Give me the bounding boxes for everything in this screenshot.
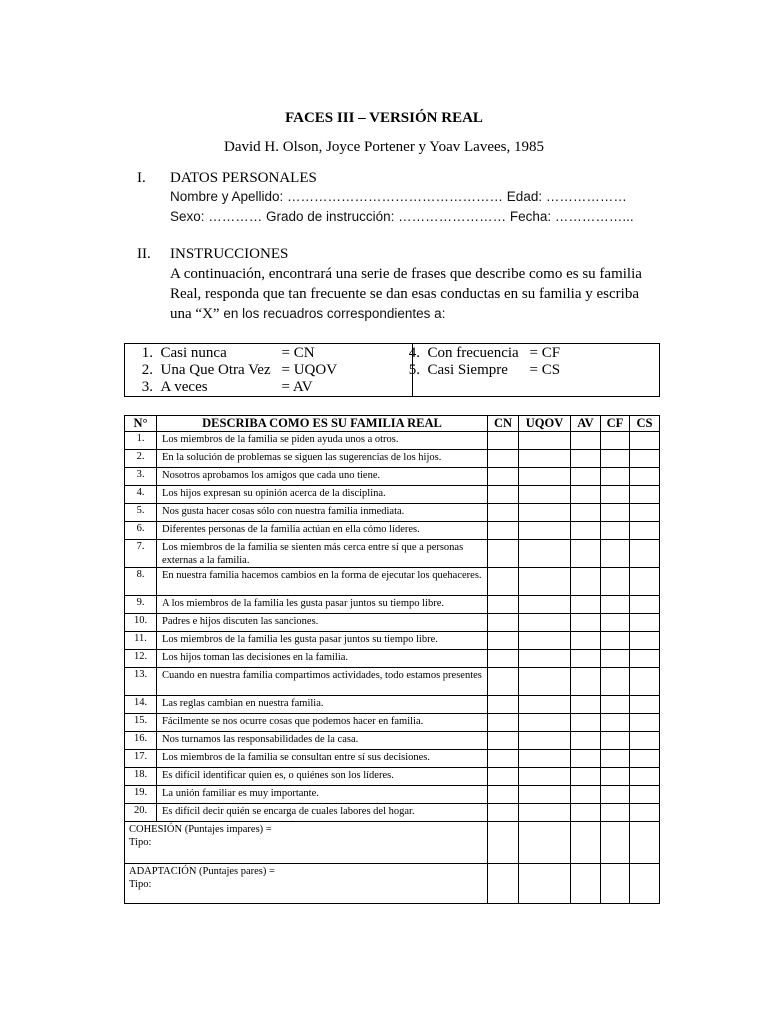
table-row [125,568,660,596]
answer-cell[interactable] [519,668,571,696]
answer-cell[interactable] [488,786,519,804]
question-text: Padres e hijos discuten las sanciones. [157,614,488,632]
question-number: 19. [125,786,157,804]
answer-cell[interactable] [571,614,601,632]
table-row [125,432,660,450]
question-text: Los miembros de la familia se sienten más cerca entre sí que a personas externas a la familia. [157,540,488,568]
answer-cell[interactable] [630,568,660,596]
adaptation-type-label: Tipo: [129,879,152,890]
summary-row-cohesion [125,822,660,864]
answer-cell[interactable] [488,750,519,768]
answer-cell[interactable] [601,432,630,450]
answer-cell[interactable] [488,822,519,864]
table-row [125,540,660,568]
answer-cell[interactable] [488,540,519,568]
answer-cell[interactable] [571,650,601,668]
table-row [125,504,660,522]
answer-cell[interactable] [630,786,660,804]
section-1-number: I. [137,170,146,186]
answer-cell[interactable] [630,450,660,468]
question-text: Los miembros de la familia se piden ayuda unos a otros. [157,432,488,450]
question-text: Fácilmente se nos ocurre cosas que podemos hacer en familia. [157,714,488,732]
answer-cell[interactable] [519,432,571,450]
answer-cell[interactable] [519,804,571,822]
answer-cell[interactable] [601,522,630,540]
question-text: Diferentes personas de la familia actúan en ella cómo líderes. [157,522,488,540]
answer-cell[interactable] [519,732,571,750]
question-number: 1. [125,432,157,450]
question-number: 4. [125,486,157,504]
document-title: FACES III – VERSIÓN REAL [285,110,483,126]
answer-cell[interactable] [571,714,601,732]
table-row [125,632,660,650]
answer-cell[interactable] [601,804,630,822]
answer-cell[interactable] [488,714,519,732]
summary-row-adaptation [125,864,660,904]
answer-cell[interactable] [488,632,519,650]
section-2-heading: INSTRUCCIONES [170,246,289,262]
question-number: 20. [125,804,157,822]
answer-cell[interactable] [630,614,660,632]
answer-cell[interactable] [601,468,630,486]
question-text: Cuando en nuestra familia compartimos actividades, todo estamos presentes [157,668,488,696]
question-text: Es difícil identificar quien es, o quiénes son los líderes. [157,768,488,786]
question-text: Nos turnamos las responsabilidades de la casa. [157,732,488,750]
question-text: Los hijos expresan su opinión acerca de la disciplina. [157,486,488,504]
instructions-line-3-serif: una “X” [170,306,220,322]
answer-cell[interactable] [630,696,660,714]
answer-cell[interactable] [519,786,571,804]
personal-data-sex-line: Sexo: ………… Grado de instrucción: …………………… Fecha: ……………... [170,209,634,224]
answer-cell[interactable] [630,732,660,750]
answer-cell[interactable] [571,768,601,786]
answer-cell[interactable] [601,786,630,804]
question-number: 11. [125,632,157,650]
answer-cell[interactable] [630,504,660,522]
answer-cell[interactable] [601,614,630,632]
answer-cell[interactable] [601,540,630,568]
table-row [125,522,660,540]
answer-cell[interactable] [519,714,571,732]
answer-cell[interactable] [630,522,660,540]
answer-cell[interactable] [519,750,571,768]
instructions-line-1: A continuación, encontrará una serie de frases que describe como es su familia [170,266,642,282]
question-text: Es difícil decir quién se encarga de cuales labores del hogar. [157,804,488,822]
answer-cell[interactable] [630,822,660,864]
adaptation-cell [125,864,488,904]
answer-cell[interactable] [571,540,601,568]
answer-cell[interactable] [601,768,630,786]
answer-cell[interactable] [519,822,571,864]
table-row [125,650,660,668]
answer-cell[interactable] [630,864,660,904]
response-scale-legend [124,343,660,397]
answer-cell[interactable] [488,732,519,750]
table-row [125,768,660,786]
header-cf: CF [601,416,630,432]
table-header-row [125,416,660,432]
answer-cell[interactable] [488,486,519,504]
question-text: En nuestra familia hacemos cambios en la forma de ejecutar los quehaceres. [157,568,488,596]
answer-cell[interactable] [571,504,601,522]
answer-cell[interactable] [488,614,519,632]
table-row [125,786,660,804]
question-text: Las reglas cambian en nuestra familia. [157,696,488,714]
answer-cell[interactable] [601,596,630,614]
answer-cell[interactable] [601,486,630,504]
answer-cell[interactable] [601,696,630,714]
answer-cell[interactable] [488,468,519,486]
answer-cell[interactable] [519,596,571,614]
answer-cell[interactable] [488,804,519,822]
table-row [125,468,660,486]
instructions-line-2: Real, responda que tan frecuente se dan esas conductas en su familia y escriba [170,286,639,302]
answer-cell[interactable] [488,864,519,904]
answer-cell[interactable] [571,732,601,750]
answer-cell[interactable] [601,450,630,468]
table-row [125,486,660,504]
answer-cell[interactable] [488,768,519,786]
table-row [125,614,660,632]
question-text: Los miembros de la familia les gusta pasar juntos su tiempo libre. [157,632,488,650]
answer-cell[interactable] [519,486,571,504]
cohesion-cell [125,822,488,864]
question-number: 7. [125,540,157,568]
answer-cell[interactable] [571,568,601,596]
answer-cell[interactable] [571,522,601,540]
question-text: Nosotros aprobamos los amigos que cada uno tiene. [157,468,488,486]
section-2-number: II. [137,246,151,262]
table-row [125,804,660,822]
question-number: 9. [125,596,157,614]
document-authors: David H. Olson, Joyce Portener y Yoav Lavees, 1985 [224,139,544,155]
answer-cell[interactable] [571,632,601,650]
answer-cell[interactable] [519,568,571,596]
answer-cell[interactable] [601,714,630,732]
answer-cell[interactable] [571,696,601,714]
answer-cell[interactable] [488,522,519,540]
header-av: AV [571,416,601,432]
question-number: 14. [125,696,157,714]
table-row [125,732,660,750]
table-row [125,696,660,714]
question-number: 10. [125,614,157,632]
answer-cell[interactable] [601,650,630,668]
answer-cell[interactable] [519,768,571,786]
answer-cell[interactable] [488,596,519,614]
question-number: 5. [125,504,157,522]
answer-cell[interactable] [488,568,519,596]
scale-item-uqov: 2. Una Que Otra Vez = UQOV [141,362,338,378]
answer-cell[interactable] [571,750,601,768]
answer-cell[interactable] [630,768,660,786]
scale-item-cn: 1. Casi nunca = CN [141,345,315,361]
question-text: Los miembros de la familia se consultan entre sí sus decisiones. [157,750,488,768]
questionnaire-table [124,415,660,904]
answer-cell[interactable] [630,668,660,696]
answer-cell[interactable] [630,714,660,732]
answer-cell[interactable] [630,432,660,450]
answer-cell[interactable] [488,696,519,714]
answer-cell[interactable] [571,450,601,468]
answer-cell[interactable] [630,650,660,668]
answer-cell[interactable] [519,504,571,522]
answer-cell[interactable] [630,632,660,650]
question-number: 18. [125,768,157,786]
table-row [125,668,660,696]
answer-cell[interactable] [601,668,630,696]
personal-data-name-line: Nombre y Apellido: ………………………………………… Edad: ……………… [170,189,627,204]
answer-cell[interactable] [630,596,660,614]
answer-cell[interactable] [571,468,601,486]
instructions-line-3-sans: en los recuadros correspondientes a: [219,306,446,321]
answer-cell[interactable] [488,668,519,696]
cohesion-label: COHESIÓN (Puntajes impares) = [129,824,272,835]
question-number: 12. [125,650,157,668]
scale-item-cs: 5. Casi Siempre = CS [408,362,561,378]
answer-cell[interactable] [601,732,630,750]
instructions-line-3 [170,305,445,323]
answer-cell[interactable] [519,614,571,632]
answer-cell[interactable] [601,568,630,596]
header-description: DESCRIBA COMO ES SU FAMILIA REAL [157,416,488,432]
answer-cell[interactable] [630,804,660,822]
answer-cell[interactable] [571,822,601,864]
answer-cell[interactable] [519,632,571,650]
answer-cell[interactable] [630,750,660,768]
answer-cell[interactable] [519,468,571,486]
answer-cell[interactable] [519,650,571,668]
answer-cell[interactable] [601,822,630,864]
answer-cell[interactable] [571,596,601,614]
answer-cell[interactable] [571,786,601,804]
answer-cell[interactable] [571,486,601,504]
cohesion-type-label: Tipo: [129,837,152,848]
answer-cell[interactable] [601,864,630,904]
question-number: 16. [125,732,157,750]
section-1-heading: DATOS PERSONALES [170,170,317,186]
answer-cell[interactable] [519,540,571,568]
header-cn: CN [488,416,519,432]
answer-cell[interactable] [601,632,630,650]
question-number: 15. [125,714,157,732]
table-row [125,750,660,768]
question-number: 13. [125,668,157,696]
scale-item-av: 3. A veces = AV [141,379,313,395]
answer-cell[interactable] [630,468,660,486]
answer-cell[interactable] [488,450,519,468]
table-row [125,596,660,614]
question-text: En la solución de problemas se siguen las sugerencias de los hijos. [157,450,488,468]
scale-item-cf: 4. Con frecuencia = CF [408,345,561,361]
table-row [125,714,660,732]
answer-cell[interactable] [519,450,571,468]
header-uqov: UQOV [519,416,571,432]
answer-cell[interactable] [601,750,630,768]
question-text: A los miembros de la familia les gusta pasar juntos su tiempo libre. [157,596,488,614]
table-row [125,450,660,468]
answer-cell[interactable] [488,504,519,522]
answer-cell[interactable] [519,522,571,540]
answer-cell[interactable] [630,540,660,568]
question-text: Nos gusta hacer cosas sólo con nuestra familia inmediata. [157,504,488,522]
adaptation-label: ADAPTACIÓN (Puntajes pares) = [129,866,275,877]
answer-cell[interactable] [571,864,601,904]
answer-cell[interactable] [571,804,601,822]
answer-cell[interactable] [571,432,601,450]
answer-cell[interactable] [601,504,630,522]
header-number: N° [125,416,157,432]
question-number: 17. [125,750,157,768]
question-number: 2. [125,450,157,468]
question-text: Los hijos toman las decisiones en la familia. [157,650,488,668]
answer-cell[interactable] [519,696,571,714]
question-number: 6. [125,522,157,540]
answer-cell[interactable] [519,864,571,904]
answer-cell[interactable] [488,432,519,450]
question-number: 3. [125,468,157,486]
answer-cell[interactable] [571,668,601,696]
answer-cell[interactable] [488,650,519,668]
header-cs: CS [630,416,660,432]
question-number: 8. [125,568,157,596]
answer-cell[interactable] [630,486,660,504]
question-text: La unión familiar es muy importante. [157,786,488,804]
